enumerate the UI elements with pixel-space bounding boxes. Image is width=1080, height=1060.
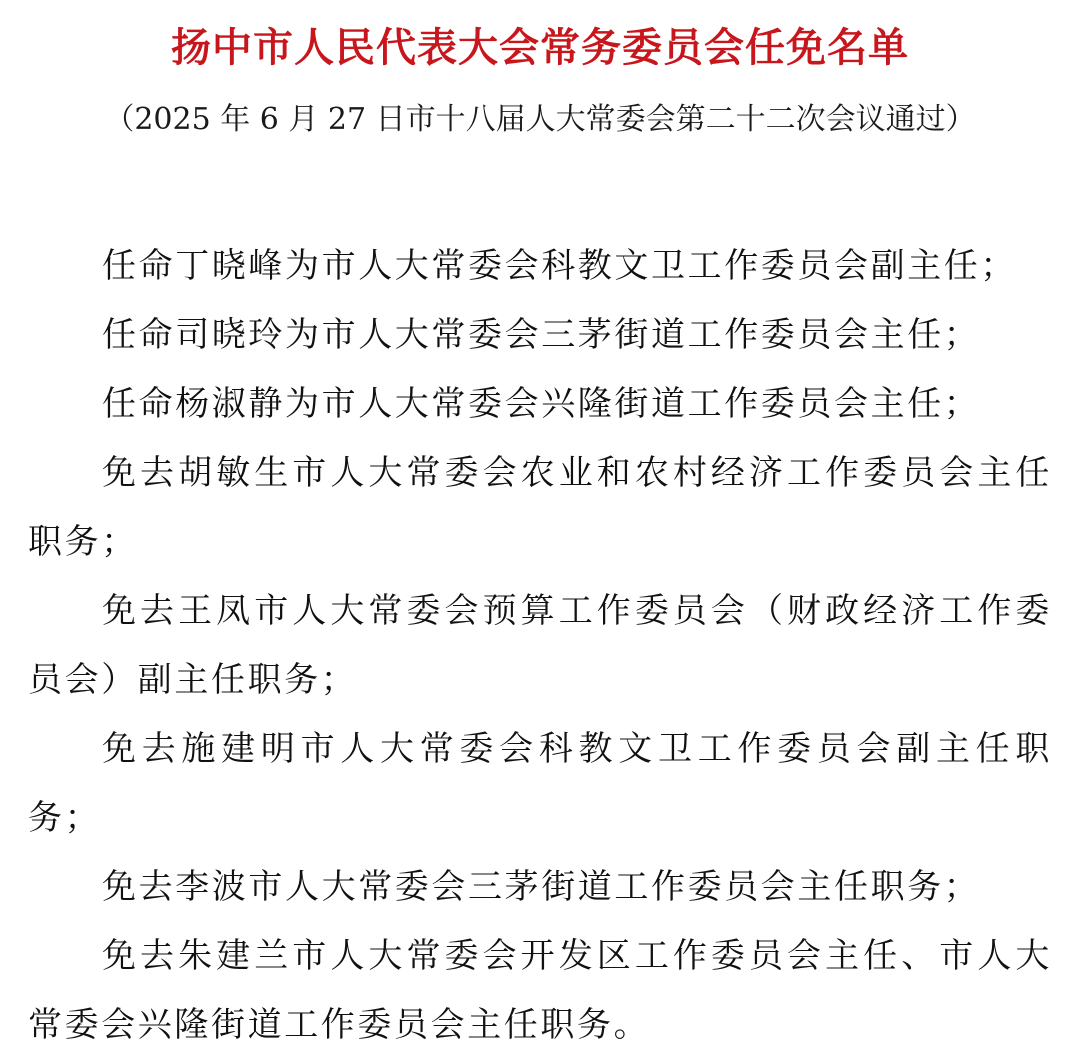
appointment-item: 任命司晓玲为市人大常委会三茅街道工作委员会主任；	[102, 315, 981, 355]
document-subtitle: （2025 年 6 月 27 日市十八届人大常委会第二十二次会议通过）	[104, 102, 976, 137]
document-title: 扬中市人民代表大会常务委员会任免名单	[171, 24, 909, 71]
removal-item: 免去李波市人大常委会三茅街道工作委员会主任职务；	[102, 867, 981, 907]
removal-item: 免去王凤市人大常委会预算工作委员会（财政经济工作委员会）副主任职务；	[28, 591, 1052, 700]
removal-item: 免去朱建兰市人大常委会开发区工作委员会主任、市人大常委会兴隆街道工作委员会主任职务。	[28, 936, 1052, 1045]
appointment-list	[28, 232, 1052, 1060]
appointment-item: 任命丁晓峰为市人大常委会科教文卫工作委员会副主任；	[102, 246, 1017, 286]
appointment-item: 任命杨淑静为市人大常委会兴隆街道工作委员会主任；	[102, 384, 981, 424]
removal-item: 免去施建明市人大常委会科教文卫工作委员会副主任职务；	[28, 729, 1052, 838]
removal-item: 免去胡敏生市人大常委会农业和农村经济工作委员会主任职务；	[28, 453, 1052, 562]
